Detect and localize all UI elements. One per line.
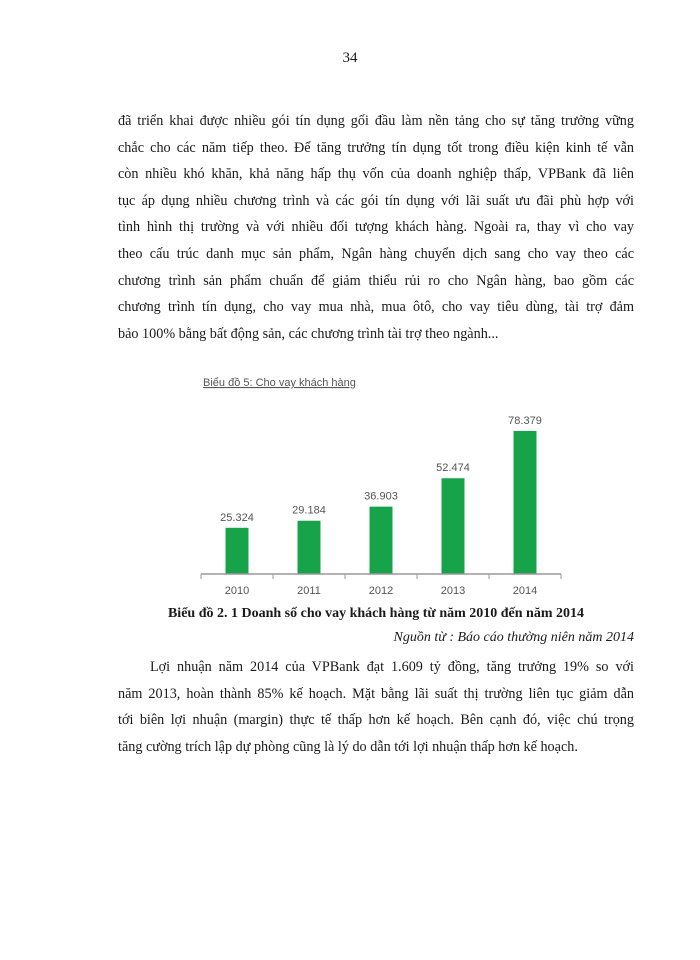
chart-title: Biểu đồ 5: Cho vay khách hàng bbox=[203, 377, 356, 389]
text-line: tục áp dụng nhiều chương trình và các gói tín dụng với lãi suất ưu đãi phù hợp với bbox=[118, 192, 634, 209]
x-tick-label-2011: 2011 bbox=[297, 585, 321, 597]
value-label-2011: 29.184 bbox=[292, 504, 326, 517]
text-line: Lợi nhuận năm 2014 của VPBank đạt 1.609 tỷ đồng, tăng trưởng 19% so với bbox=[150, 659, 634, 675]
text-line: chương trình sản phẩm chuẩn để giảm thiểu rủi ro cho Ngân hàng, bao gồm các bbox=[118, 272, 634, 289]
text-line: chương trình tín dụng, cho vay mua nhà, mua ôtô, cho vay tiêu dùng, tài trợ đảm bbox=[118, 299, 634, 316]
text-line: còn nhiều khó khăn, khả năng hấp thụ vốn của doanh nghiệp thấp, VPBank đã liên bbox=[118, 166, 634, 183]
text-line: chắc cho các năm tiếp theo. Để tăng trưởng tín dụng tốt trong điều kiện kinh tế vẫn bbox=[118, 139, 634, 156]
bar-2014 bbox=[514, 431, 537, 574]
text-line: tới biên lợi nhuận (margin) thực tế thấp hơn kế hoạch. Bên cạnh đó, việc chú trọng bbox=[118, 712, 634, 729]
x-tick-label-2012: 2012 bbox=[368, 585, 394, 597]
value-label-2010: 25.324 bbox=[220, 511, 254, 524]
value-label-2014: 78.379 bbox=[508, 414, 542, 427]
loan-bar-chart bbox=[195, 368, 567, 600]
bar-2013 bbox=[442, 478, 465, 574]
x-tick-label-2014: 2014 bbox=[512, 585, 538, 597]
value-label-2013: 52.474 bbox=[436, 462, 470, 475]
text-line: năm 2013, hoàn thành 85% kế hoạch. Mặt bằng lãi suất thị trường liên tục giảm dẫn bbox=[118, 685, 634, 702]
value-label-2012: 36.903 bbox=[364, 490, 398, 503]
body-paragraph-1 bbox=[118, 108, 634, 347]
figure-caption: Biểu đồ 2. 1 Doanh số cho vay khách hàng từ năm 2010 đến năm 2014 bbox=[167, 606, 585, 621]
text-line: tình hình thị trường và với nhiều đối tượng khách hàng. Ngoài ra, thay vì cho vay bbox=[118, 219, 634, 236]
text-line: theo cấu trúc danh mục sản phẩm, Ngân hàng chuyển dịch sang cho vay theo các bbox=[118, 245, 634, 262]
page-number: 34 bbox=[342, 50, 358, 66]
text-line: bảo 100% bằng bất động sản, các chương trình tài trợ theo ngành... bbox=[118, 325, 499, 342]
body-paragraph-2 bbox=[118, 654, 634, 760]
x-tick-label-2013: 2013 bbox=[440, 585, 466, 597]
bar-2011 bbox=[298, 521, 321, 574]
x-tick-label-2010: 2010 bbox=[224, 585, 250, 597]
bar-chart-svg bbox=[195, 368, 567, 600]
text-line: tăng cường trích lập dự phòng cũng là lý do dẫn tới lợi nhuận thấp hơn kế hoạch. bbox=[118, 738, 578, 755]
bar-2012 bbox=[370, 507, 393, 574]
text-line: đã triển khai được nhiều gói tín dụng gối đầu làm nền tảng cho sự tăng trưởng vững bbox=[118, 113, 634, 129]
bar-2010 bbox=[226, 528, 249, 574]
figure-source: Nguồn từ : Báo cáo thường niên năm 2014 bbox=[393, 630, 634, 645]
